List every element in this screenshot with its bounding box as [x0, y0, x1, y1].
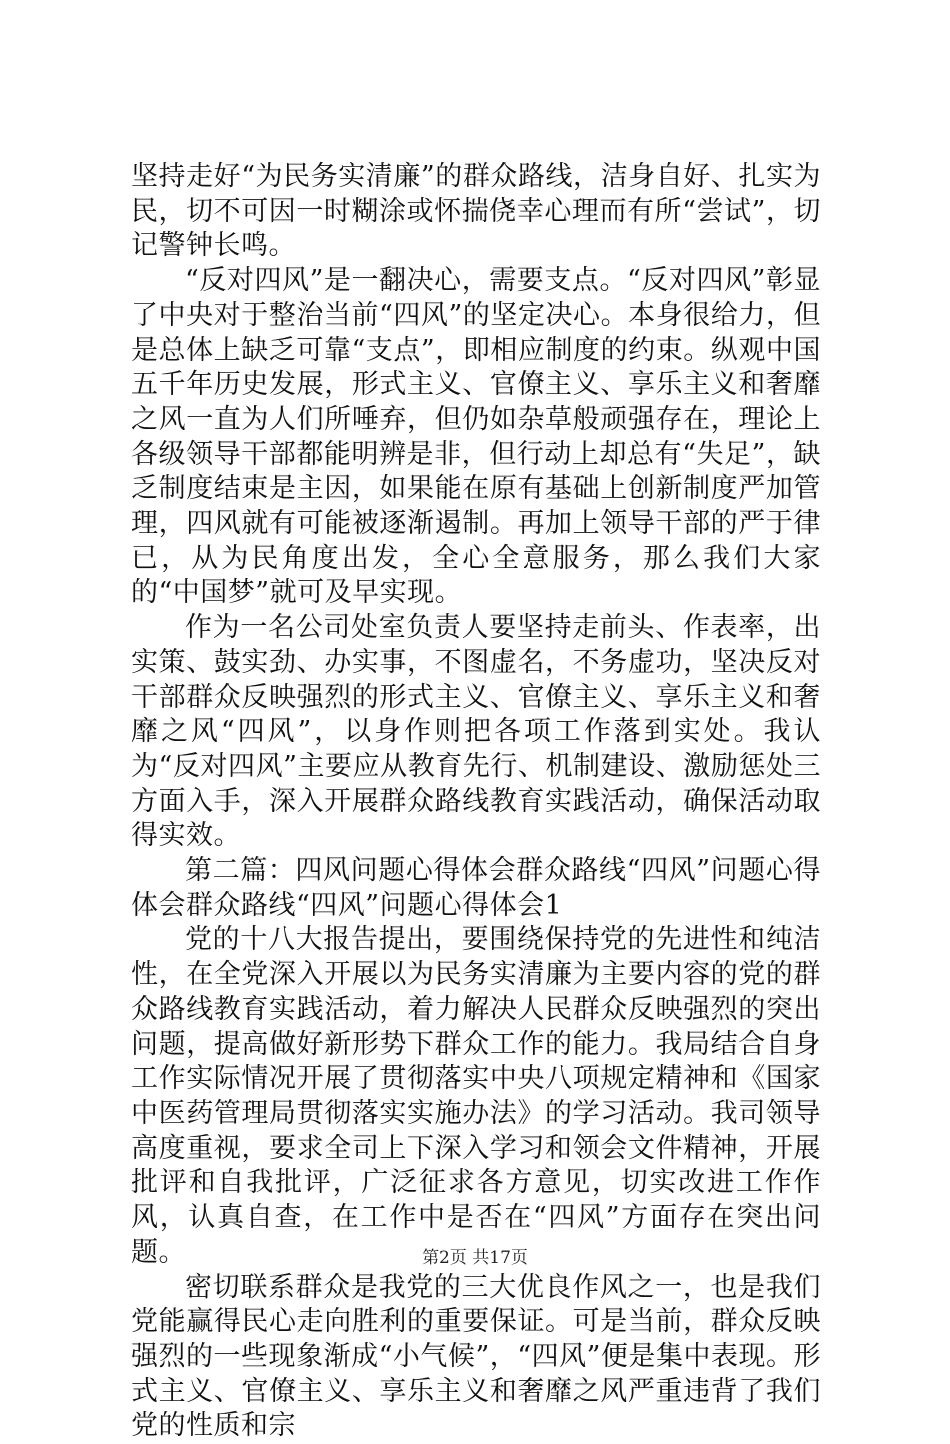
paragraph-3: 作为一名公司处室负责人要坚持走前头、作表率，出实策、鼓实劲、办实事，不图虚名，不务虚功，坚决反对干部群众反映强烈的形式主义、官僚主义、享乐主义和奢靡之风“四风”，以身作则把各项工作落到实处。我认为“反对四风”主要应从教育先行、机制建设、激励惩处三方面入手，深入开展群众路线教育实践活动，确保活动取得实效。 — [131, 611, 821, 854]
page-footer — [0, 1243, 950, 1268]
paragraph-4: 党的十八大报告提出，要围绕保持党的先进性和纯洁性，在全党深入开展以为民务实清廉为主要内容的党的群众路线教育实践活动，着力解决人民群众反映强烈的突出问题，提高做好新形势下群众工作的能力。我局结合自身工作实际情况开展了贯彻落实中央八项规定精神和《国家中医药管理局贯彻落实实施办法》的学习活动。我司领导高度重视，要求全司上下深入学习和领会文件精神，开展批评和自我批评，广泛征求各方意见，切实改进工作作风，认真自查，在工作中是否在“四风”方面存在突出问题。 — [131, 923, 821, 1270]
paragraph-5: 密切联系群众是我党的三大优良作风之一，也是我们党能赢得民心走向胜利的重要保证。可是当前，群众反映强烈的一些现象渐成“小气候”，“四风”便是集中表现。形式主义、官僚主义、享乐主义和奢靡之风严重违背了我们党的性质和宗 — [131, 1271, 821, 1444]
paragraph-1: 坚持走好“为民务实清廉”的群众路线，洁身自好、扎实为民，切不可因一时糊涂或怀揣侥幸心理而有所“尝试”，切记警钟长鸣。 — [131, 160, 821, 264]
paragraph-2: “反对四风”是一翻决心，需要支点。“反对四风”彰显了中央对于整治当前“四风”的坚定决心。本身很给力，但是总体上缺乏可靠“支点”，即相应制度的约束。纵观中国五千年历史发展，形式主义、官僚主义、享乐主义和奢靡之风一直为人们所唾弃，但仍如杂草般顽强存在，理论上各级领导干部都能明辨是非，但行动上却总有“失足”，缺乏制度结束是主因，如果能在原有基础上创新制度严加管理，四风就有可能被逐渐遏制。再加上领导干部的严于律已，从为民角度出发，全心全意服务，那么我们大家的“中国梦”就可及早实现。 — [131, 264, 821, 611]
page-number: 第2页 共17页 — [422, 1248, 528, 1268]
section-heading: 第二篇：四风问题心得体会群众路线“四风”问题心得体会群众路线“四风”问题心得体会1 — [131, 854, 821, 923]
